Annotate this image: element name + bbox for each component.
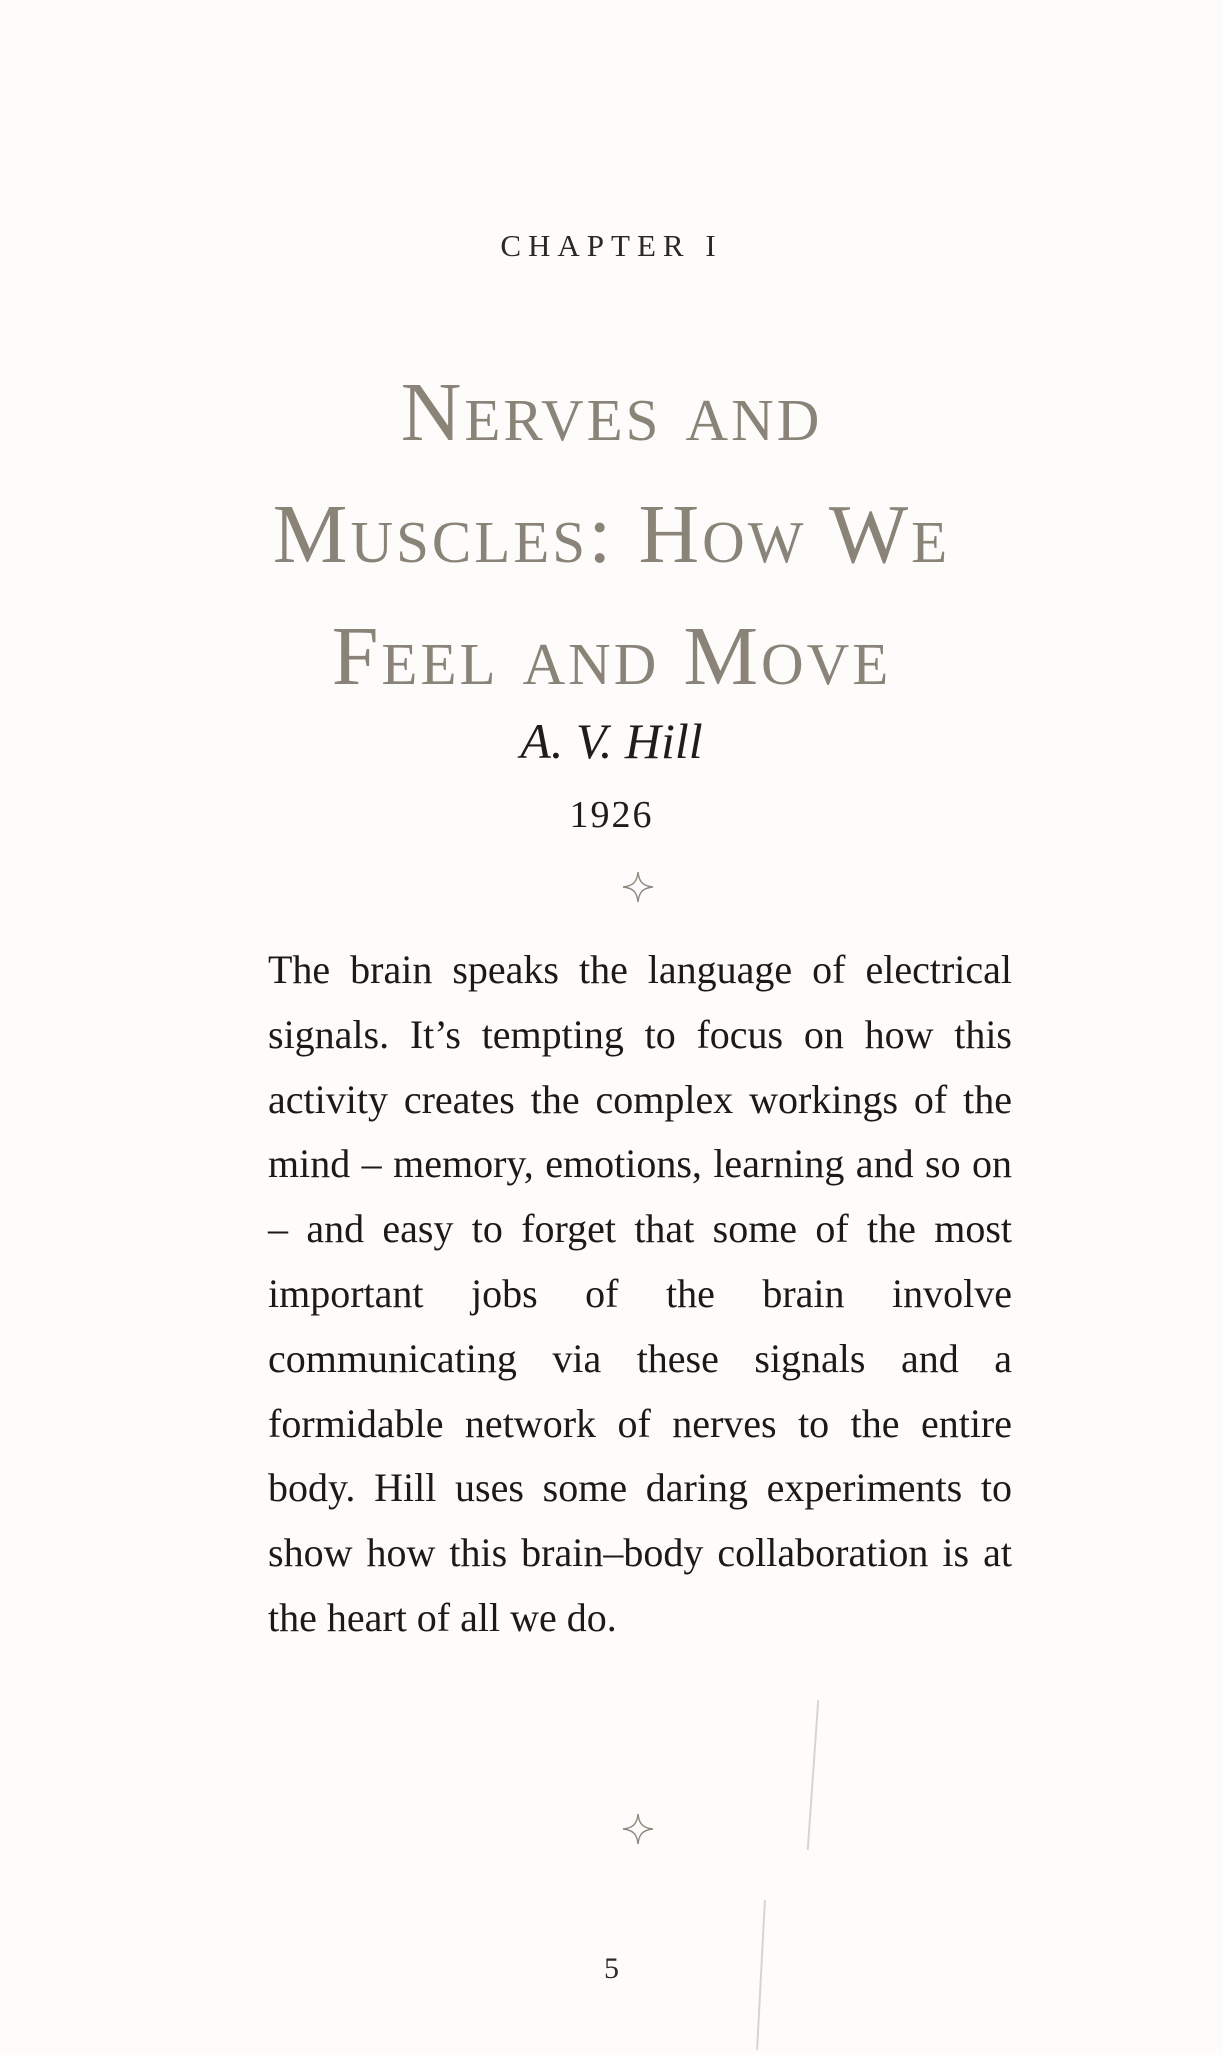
- four-point-star-icon: [621, 870, 655, 904]
- chapter-title-line-3: Feel and Move: [331, 610, 892, 703]
- chapter-title: [0, 352, 1223, 718]
- scan-crease-mark: [807, 1700, 819, 1850]
- four-point-star-icon: [621, 1812, 655, 1846]
- page-number: 5: [604, 1952, 619, 1985]
- chapter-title-line-1: Nerves and: [400, 366, 823, 459]
- author-name: A. V. Hill: [520, 713, 703, 769]
- chapter-summary-paragraph: The brain speaks the language of electrical signals. It’s tempting to focus on how this activity creates the complex workings of the mind – memory, emotions, learning and so on – and easy to forget that some of the most important jobs of the brain involve communicating via these signals and a formidable network of nerves to the entire body. Hill uses some daring experiments to show how this brain–body collaboration is at the heart of all we do.: [268, 947, 1012, 1640]
- publication-year: 1926: [569, 794, 654, 836]
- chapter-title-line-2: Muscles: How We: [272, 488, 951, 581]
- chapter-label: CHAPTER I: [500, 228, 723, 263]
